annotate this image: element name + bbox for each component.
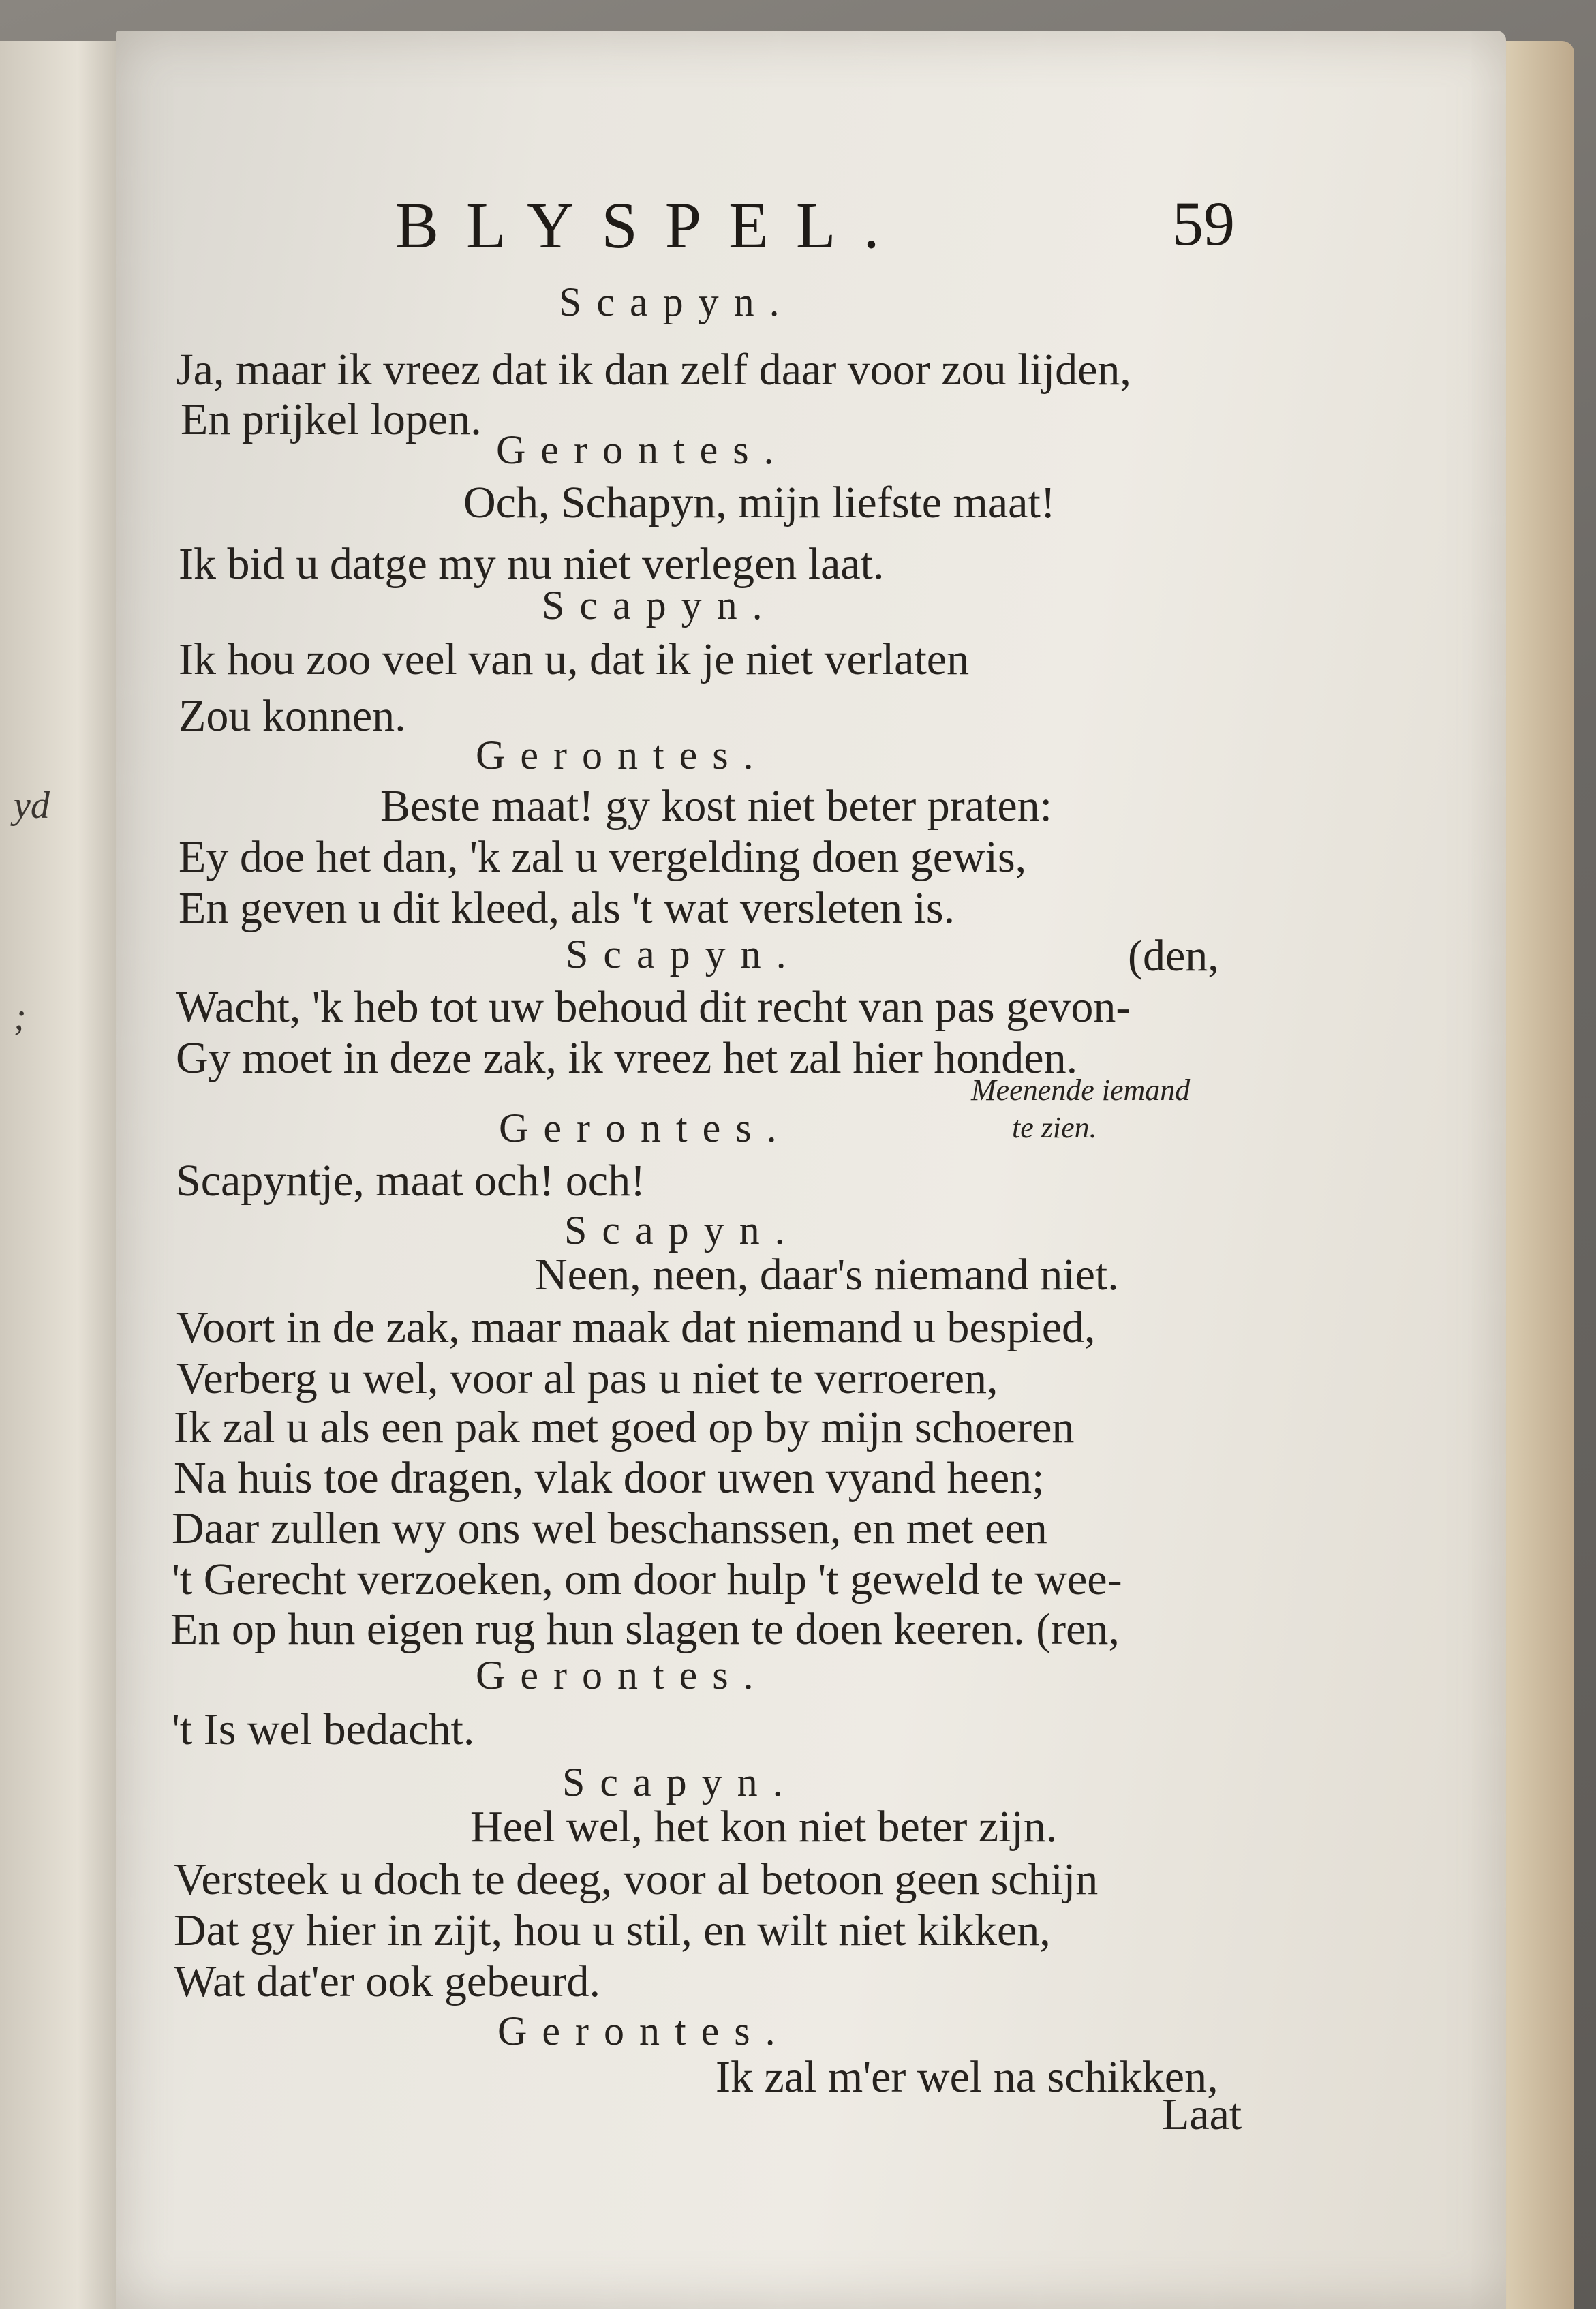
stage-direction: Meenende iemand: [971, 1073, 1191, 1107]
verse-line: Na huis toe dragen, vlak door uwen vyand heen;: [174, 1453, 1045, 1503]
verse-line: Ja, maar ik vreez dat ik dan zelf daar voor zou lijden,: [176, 345, 1131, 395]
catchword: Laat: [1162, 2090, 1242, 2139]
speaker-name: Gerontes.: [496, 427, 789, 472]
verse-line: Beste maat! gy kost niet beter praten:: [380, 781, 1053, 831]
verse-line: 't Is wel bedacht.: [172, 1704, 475, 1754]
speaker-name: Scapyn.: [559, 279, 795, 324]
speaker-name: Gerontes.: [476, 1653, 769, 1698]
verse-line: Scapyntje, maat och! och!: [176, 1156, 646, 1206]
verse-line: 't Gerecht verzoeken, om door hulp 't geweld te wee-: [172, 1555, 1122, 1604]
verse-line: Och, Schapyn, mijn liefste maat!: [463, 478, 1056, 527]
running-head: BLYSPEL.: [395, 189, 907, 262]
verse-line: Neen, neen, daar's niemand niet.: [535, 1250, 1119, 1300]
verse-line: Daar zullen wy ons wel beschanssen, en met een: [172, 1503, 1047, 1553]
verse-line: En geven u dit kleed, als 't wat versleten is.: [179, 883, 955, 933]
verse-line: Dat gy hier in zijt, hou u stil, en wilt niet kikken,: [174, 1906, 1051, 1955]
verse-line: Gy moet in deze zak, ik vreez het zal hier honden.: [176, 1033, 1078, 1083]
verse-line: Voort in de zak, maar maak dat niemand u bespied,: [176, 1302, 1096, 1352]
speaker-name: Gerontes.: [499, 1105, 792, 1150]
verse-line: Versteek u doch te deeg, voor al betoon geen schijn: [174, 1854, 1099, 1904]
speaker-name: Scapyn.: [542, 583, 778, 628]
speaker-name: Gerontes.: [476, 733, 769, 778]
verse-line-turnover: (den,: [1128, 931, 1219, 981]
facing-page: [0, 41, 132, 2309]
verse-line: Ey doe het dan, 'k zal u vergelding doen gewis,: [179, 832, 1027, 882]
speaker-name: Scapyn.: [566, 932, 801, 977]
verse-line: En op hun eigen rug hun slagen te doen keeren. (ren,: [170, 1604, 1120, 1654]
verse-line: En prijkel lopen.: [181, 395, 482, 444]
speaker-name: Scapyn.: [562, 1760, 798, 1805]
verse-line: Heel wel, het kon niet beter zijn.: [470, 1802, 1058, 1852]
facing-page-fragment: yd: [14, 784, 50, 827]
verse-line: Ik zal u als een pak met goed op by mijn schoeren: [174, 1403, 1075, 1452]
verse-line: Ik bid u datge my nu niet verlegen laat.: [179, 539, 885, 589]
verse-line: Ik zal m'er wel na schikken,: [716, 2052, 1218, 2102]
verse-line: Wacht, 'k heb tot uw behoud dit recht van pas gevon-: [176, 982, 1131, 1032]
facing-page-fragment: ;: [14, 996, 27, 1038]
speaker-name: Scapyn.: [564, 1208, 800, 1253]
verse-line: Ik hou zoo veel van u, dat ik je niet verlaten: [179, 634, 970, 684]
verse-line: Verberg u wel, voor al pas u niet te verroeren,: [176, 1354, 998, 1403]
verse-line: Zou konnen.: [179, 691, 406, 741]
page-number: 59: [1172, 189, 1235, 258]
verse-line: Wat dat'er ook gebeurd.: [174, 1957, 601, 2006]
speaker-name: Gerontes.: [497, 2008, 791, 2053]
stage-direction: te zien.: [1012, 1111, 1097, 1144]
